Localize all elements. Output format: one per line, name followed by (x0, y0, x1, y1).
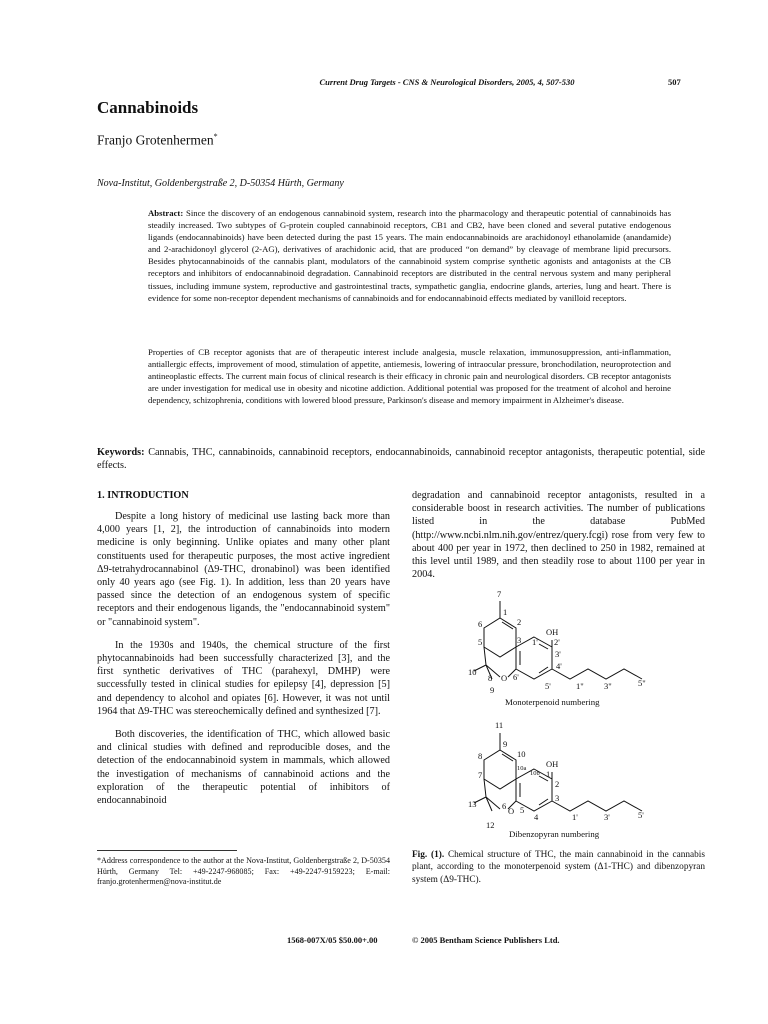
atom-label: 9 (490, 685, 495, 695)
intro-paragraph-3: Both discoveries, the identification of THC, which allowed basic and clinical studies with defined and reproducible doses, and the detection of the endocannabinoid system in mammals, which allowed the investigation of mechanisms of cannabinoid actions and the exploration of the therapeutic potential of inhibitors of endocannabinoid (97, 729, 390, 807)
atom-label: 6' (513, 672, 519, 682)
atom-label: 8 (478, 751, 483, 761)
atom-label: 2 (555, 779, 560, 789)
abstract-paragraph-1 (148, 207, 671, 304)
atom-label: 2' (554, 637, 560, 647)
atom-labels-bottom (468, 720, 644, 830)
atom-label: 1 (546, 769, 551, 779)
atom-label: OH (546, 627, 559, 637)
atom-label: 4' (556, 661, 562, 671)
atom-label: 7 (497, 589, 502, 599)
correspondence-footnote: *Address correspondence to the author at the Nova-Institut, Goldenbergstraße 2, D-50354 Hürth, Germany Tel: +49-2247-968085; Fax: +49-2247-9159223; E-mail: franjo.grotenhermen@nova-institut.de (97, 856, 390, 887)
left-column (97, 510, 390, 807)
atom-label: 2 (517, 617, 522, 627)
author-name: Franjo Grotenhermen (97, 132, 214, 148)
atom-labels-top (468, 589, 646, 695)
footnote-rule (97, 850, 237, 851)
atom-label: 10 (517, 749, 526, 759)
atom-label: O (501, 673, 508, 683)
atom-label: OH (546, 759, 559, 769)
atom-label: 5' (638, 810, 644, 820)
intro-paragraph-1: Despite a long history of medicinal use lasting back more than 4,000 years [1, 2], the introduction of cannabinoids into modern medicine is only beginning. Unlike opiates and many other plant constituents used for therapeutic purposes, the most active ingredient Δ9-tetrahydrocannabinol (Δ9-THC, dronabinol) was been identified only 40 years ago (see Fig. 1). In addition, less than 20 years have passed since the detection of an endogenous system of specific receptors and their endogenous ligands, the "endocannabinoid system" or "cannabinoid system". (97, 511, 390, 628)
abstract-paragraph-2: Properties of CB receptor agonists that are of therapeutic interest include analgesia, muscle relaxation, immunosuppression, anti-inflammation, antiallergic effects, improvement of mood, stimulation of appetite, antiemesis, lowering of intraocular pressure, bronchodilation, neuroprotection and antineoplastic effects. The current main focus of clinical research is their efficacy in chronic pain and neurological disorders. CB receptor antagonists are under investigation for medical use in obesity and nicotine addiction. Additional potential was proposed for the treatment of alcohol and heroine dependency, schizophrenia, conditions with lowered blood pressure, Parkinson's disease and memory impairment in Alzheimer's disease. (148, 347, 671, 406)
atom-label: 5' (545, 681, 551, 691)
affiliation: Nova-Institut, Goldenbergstraße 2, D-50354 Hürth, Germany (97, 178, 344, 189)
atom-label: 7 (478, 770, 483, 780)
atom-label: 9 (503, 739, 508, 749)
right-paragraph-1: degradation and cannabinoid receptor antagonists, resulted in a considerable boost in research activities. The number of publications listed in the database PubMed (http://www.ncbi.nlm.nih.gov/entrez/query.fcgi) rose from very few to about 400 per year in 1972, then declined to 250 in 1982, remained at this level until 1989, and then steadily rose to about 1100 per year in 2004. (412, 490, 705, 581)
atom-label: 10b (530, 770, 540, 777)
atom-label: 11 (495, 720, 504, 730)
figure-caption-text: Chemical structure of THC, the main cannabinoid in the cannabis plant, according to the monoterpenoid system (Δ1-THC) and dibenzopyran system (Δ9-THC). (412, 850, 706, 885)
keywords-text: Cannabis, THC, cannabinoids, cannabinoid receptors, endocannabinoids, cannabinoid receptor antagonists, therapeutic potential, side effects. (97, 447, 706, 472)
atom-label: 10 (468, 667, 477, 677)
atom-label: 5" (638, 678, 646, 688)
author-line (97, 132, 218, 149)
atom-label: 5 (478, 637, 483, 647)
atom-label: 6 (478, 619, 483, 629)
thc-structure-figure (412, 585, 705, 835)
journal-header: Current Drug Targets - CNS & Neurological Disorders, 2005, 4, 507-530 (319, 77, 575, 87)
atom-label: 12 (486, 820, 495, 830)
atom-label: 5 (520, 805, 525, 815)
atom-label: 13 (468, 799, 477, 809)
figure-subcaption-top: Monoterpenoid numbering (505, 697, 600, 707)
atom-label: 10a (517, 765, 527, 772)
atom-label: 3 (555, 793, 560, 803)
keywords (97, 446, 705, 472)
section-heading: 1. INTRODUCTION (97, 490, 189, 501)
atom-label: 3' (604, 812, 610, 822)
atom-label: 1" (576, 681, 584, 691)
author-mark: * (213, 132, 218, 141)
atom-label: 4 (534, 812, 539, 822)
atom-label: 6 (502, 801, 507, 811)
right-column (412, 489, 705, 581)
atom-label: 3 (517, 635, 522, 645)
figure-label: Fig. (1). (412, 850, 445, 860)
figure-caption (412, 849, 705, 886)
atom-label: 1' (572, 812, 578, 822)
keywords-label: Keywords: (97, 447, 145, 458)
intro-paragraph-2: In the 1930s and 1940s, the chemical structure of the first phytocannabinoids had been successfully characterized [3], and the first synthetic derivatives of THC (parahexyl, DMHP) were successfully tested in clinical studies for epilepsy [4], depression [5] and dependency to alcohol and opiates [6]. However, it was not until 1964 that Δ9-THC was stereochemically defined and synthesized [7]. (97, 639, 390, 717)
copyright: © 2005 Bentham Science Publishers Ltd. (412, 935, 560, 945)
paper-title: Cannabinoids (97, 98, 199, 117)
atom-label: 1 (503, 607, 508, 617)
figure-subcaption-bottom: Dibenzopyran numbering (509, 829, 600, 839)
abstract-text-1: Since the discovery of an endogenous cannabinoid system, research into the pharmacology and therapeutic potential of cannabinoids has steadily increased. Two subtypes of G-protein coupled cannabinoid receptors, CB1 and CB2, have been cloned and several putative endogenous ligands (endocannabinoids) have been detected during the past 15 years. The main endocannabinoids are arachidonoyl ethanolamide (anandamide) and 2-arachidonoyl glycerol (2-AG), derivatives of arachidonic acid, that are produced “on demand” by cleavage of membrane lipid precursors. Besides phytocannabinoids of the cannabis plant, modulators of the cannabinoid system comprise synthetic agonists and antagonists at the CB receptors and inhibitors of endocannabinoid degradation. Cannabinoid receptors are distributed in the central nervous system and many peripheral tissues, including immune system, reproductive and gastrointestinal tracts, sympathetic ganglia, endocrine glands, arteries, lung and heart. There is evidence for some non-receptor dependent mechanisms of cannabinoids and for endocannabinoid effects mediated by vanilloid receptors. (148, 208, 671, 303)
atom-label: 8 (488, 673, 493, 683)
abstract-label: Abstract: (148, 208, 184, 218)
atom-label: 1' (532, 637, 538, 647)
atom-label: O (508, 806, 515, 816)
atom-label: 3" (604, 681, 612, 691)
atom-label: 3' (555, 649, 561, 659)
issn-price: 1568-007X/05 $50.00+.00 (287, 935, 378, 945)
page-number: 507 (668, 77, 681, 87)
